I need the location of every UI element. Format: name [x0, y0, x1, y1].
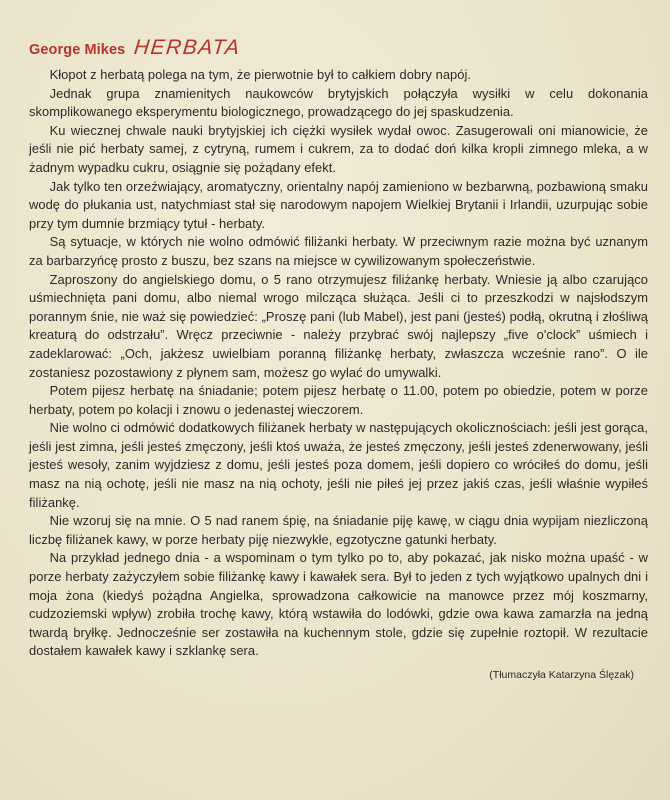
paragraph: Nie wolno ci odmówić dodatkowych filiżanek herbaty w następujących okolicznościach: jeśli jest gorąca, jeśli jest zimna, jeśli jesteś zmęczony, jeśli ktoś uważa, że jesteś zmęczony, jeśli jesteś zdenerwowany, jeśli jesteś wesoły, zanim wyjdziesz z domu, jeśli jesteś poza domem, jeśli dopiero co wróciłeś do domu, jeśli masz na nią ochotę, jeśli nie masz na nią ochoty, jeśli nie piłeś jej przez jakiś czas, jeśli właśnie wypiłeś filiżankę.	[29, 420, 648, 510]
paragraph: Na przykład jednego dnia - a wspominam o tym tylko po to, aby pokazać, jak nisko można upaść - w porze herbaty zażyczyłem sobie filiżankę kawy i kawałek sera. Był to jeden z tych wyjątkowo upalnych dni i moja żona (kiedyś pożądna Angielka, sprowadzona całkowicie na manowce przez mój koszmarny, cudzoziemski wpływ) zrobiła trochę kawy, którą wstawiła do lodówki, gdzie owa kawa zamarzła na jedną twardą bryłkę. Jednocześnie ser zostawiła na kuchennym stole, gdzie się zupełnie roztopił. W rezultacie dostałem kawałek kawy i szklankę sera.	[29, 550, 648, 659]
article-body	[29, 66, 648, 661]
paragraph: Jednak grupa znamienitych naukowców brytyjskich połączyła wysiłki w celu dokonania skomplikowanego eksperymentu biologicznego, prowadzącego do jej spaskudzenia.	[29, 85, 648, 120]
article-title: HERBATA	[133, 36, 243, 59]
paragraph: Są sytuacje, w których nie wolno odmówić filiżanki herbaty. W przeciwnym razie można być uznanym za barbarzyńcę prosto z buszu, bez szans na miejsce w cywilizowanym społeczeństwie.	[29, 234, 648, 268]
author-name: George Mikes	[29, 42, 126, 58]
paragraph: Kłopot z herbatą polega na tym, że pierwotnie był to całkiem dobry napój.	[49, 67, 472, 82]
article-header	[29, 36, 648, 60]
paragraph: Potem pijesz herbatę na śniadanie; potem pijesz herbatę o 11.00, potem po obiedzie, potem w porze herbaty, potem po kolacji i znowu o jedenastej wieczorem.	[29, 383, 648, 417]
paragraph: Zaproszony do angielskiego domu, o 5 rano otrzymujesz filiżankę herbaty. Wniesie ją albo czarująco uśmiechnięta pani domu, albo niemal wrogo milcząca służąca. Jeśli ci to przeszkodzi w najsłodszym porannym śnie, nie waż się powiedzieć: „Proszę pani (lub Mabel), jest pani (jesteś) podłą, okrutną i złośliwą kreaturą do odstrzału”. Wręcz przeciwnie - należy przybrać swój najlepszy „five o'clock” uśmiech i zadeklarować: „Och, jakżesz uwielbiam poranną filiżankę herbaty, zwłaszcza wcześnie rano”. O ile zostaniesz pozostawiony z płynem sam, możesz go wylać do umywalki.	[29, 271, 648, 380]
paragraph: Nie wzoruj się na mnie. O 5 nad ranem śpię, na śniadanie piję kawę, w ciągu dnia wypijam niezliczoną liczbę filiżanek kawy, w porze herbaty piję niezwykłe, egzotyczne gatunki herbaty.	[29, 513, 648, 547]
paragraph: Jak tylko ten orzeźwiający, aromatyczny, orientalny napój zamieniono w bezbarwną, pozbawioną smaku wodę do płukania ust, natychmiast stał się narodowym napojem Wielkiej Brytanii i Irlandii, uzurpując sobie przy tym dumnie brzmiący tytuł - herbaty.	[29, 178, 648, 231]
translator-credit: (Tłumaczyła Katarzyna Ślęzak)	[489, 669, 634, 681]
paragraph: Ku wiecznej chwale nauki brytyjskiej ich ciężki wysiłek wydał owoc. Zasugerowali oni mianowicie, że jeśli nie pić herbaty samej, z cytryną, rumem i cukrem, za to dodać doń kilka kropli zimnego mleka, a w żadnym wypadku cukru, osiągnie się pożądany efekt.	[29, 122, 648, 175]
